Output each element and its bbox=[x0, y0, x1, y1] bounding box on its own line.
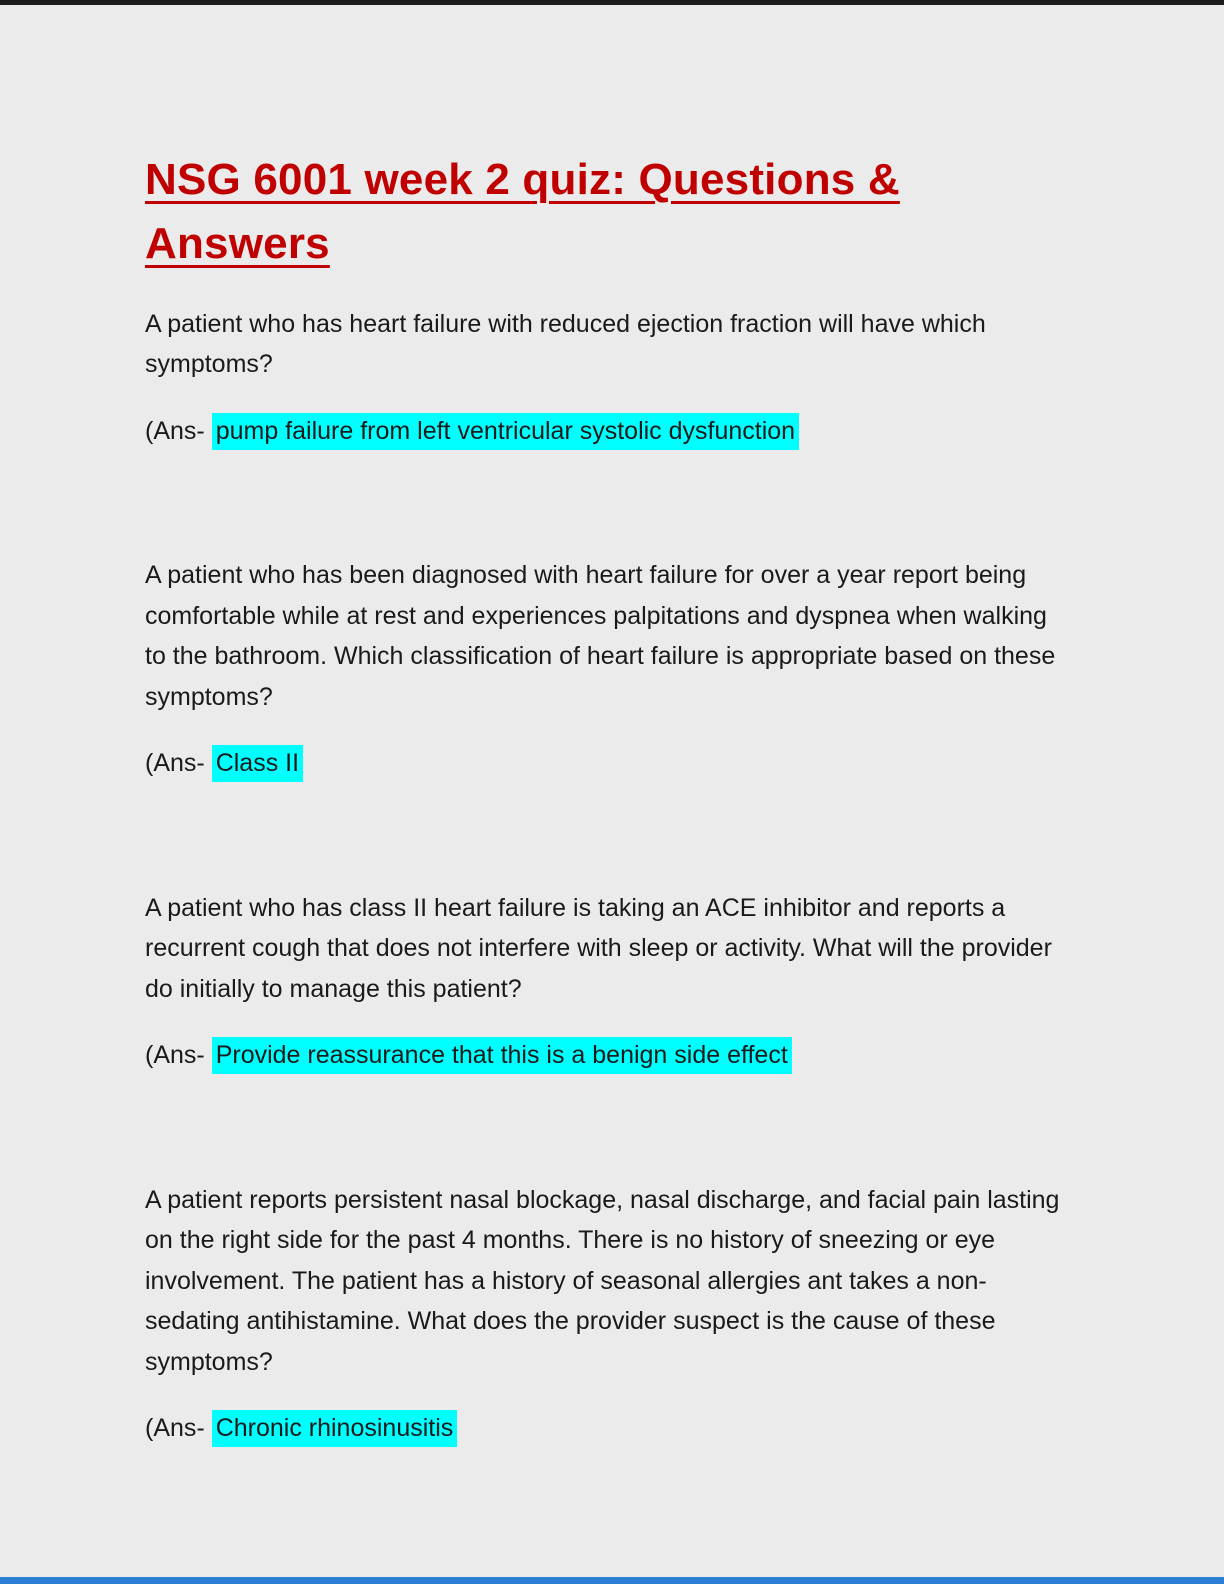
answer-line bbox=[145, 743, 1064, 784]
highlighted-answer: Provide reassurance that this is a benign side effect bbox=[212, 1037, 792, 1074]
answer-line bbox=[145, 411, 1064, 452]
highlighted-answer: pump failure from left ventricular systolic dysfunction bbox=[212, 413, 799, 450]
question-text: A patient who has class II heart failure is taking an ACE inhibitor and reports a recurrent cough that does not interfere with sleep or activity. What will the provider do initially to manage this patient? bbox=[145, 893, 1052, 1003]
answer-line bbox=[145, 1035, 1064, 1076]
question-text: A patient who has been diagnosed with heart failure for over a year report being comfortable while at rest and experiences palpitations and dyspnea when walking to the bathroom. Which classification of heart failure is appropriate based on these symptoms? bbox=[145, 561, 1056, 711]
question-text: A patient reports persistent nasal blockage, nasal discharge, and facial pain lasting on the right side for the past 4 months. There is no history of sneezing or eye involvement. The patient has a history of seasonal allergies ant takes a non-sedating antihistamine. What does the provider suspect is the cause of these symptoms? bbox=[145, 1185, 1060, 1376]
highlighted-answer: Class II bbox=[212, 745, 303, 782]
qa-block-1 bbox=[145, 304, 1064, 452]
answer-prefix: (Ans- bbox=[145, 1041, 212, 1070]
highlighted-answer: Chronic rhinosinusitis bbox=[212, 1410, 458, 1447]
qa-block-4 bbox=[145, 1180, 1064, 1449]
question-text: A patient who has heart failure with reduced ejection fraction will have which symptoms? bbox=[145, 309, 986, 379]
qa-block-2 bbox=[145, 555, 1064, 784]
document-title: NSG 6001 week 2 quiz: Questions & Answers bbox=[145, 155, 900, 268]
window-bottom-edge bbox=[0, 1577, 1224, 1584]
qa-block-3 bbox=[145, 888, 1064, 1076]
answer-line bbox=[145, 1408, 1064, 1449]
answer-prefix: (Ans- bbox=[145, 1414, 212, 1443]
answer-prefix: (Ans- bbox=[145, 416, 212, 445]
answer-prefix: (Ans- bbox=[145, 749, 212, 778]
